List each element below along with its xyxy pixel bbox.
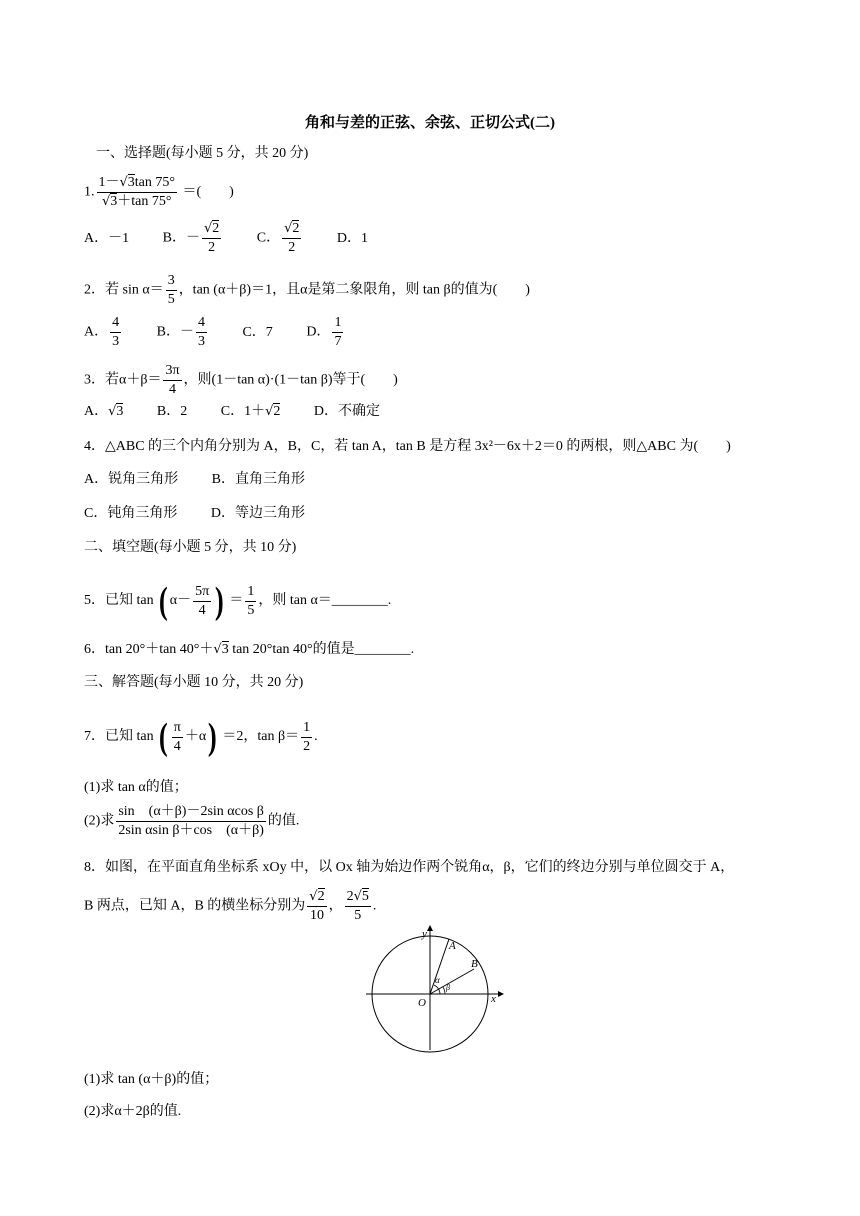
q1-fraction: $\frac{1-√3\tan 75^\circ}{√3+\tan 75^\circ}$ xyxy=(98,175,175,209)
question-1: 1. $\frac{1-√3\tan 75^\circ}{√3+\tan 75^\circ}$ ＝( ) xyxy=(84,175,234,209)
q2-option-c[interactable]: C．7 xyxy=(242,324,273,340)
q4-option-d[interactable]: D．等边三角形 xyxy=(210,506,305,521)
q2-options xyxy=(84,314,375,351)
q4-options-row1 xyxy=(84,470,335,490)
q1-option-c[interactable]: C． $\frac{√2}{2}$ xyxy=(256,221,300,255)
q2-option-d[interactable]: D． $\frac{1}{7}$ xyxy=(306,315,342,349)
unit-circle-figure xyxy=(360,922,510,1054)
q7-part-2: (2)求 $\frac{\text{sin (α＋β)－2sin αcos β}}{\text{2sin αsin β＋cos (α＋β)}}$ 的值. xyxy=(84,804,300,838)
label-x: x xyxy=(491,993,496,1005)
q4-options-row2 xyxy=(84,504,335,524)
question-2: 2．若 sin α＝ $\frac{3}{5}$ ，tan (α＋β)＝1，且α是第二象限角，则 tan β的值为( ) xyxy=(84,273,530,307)
section-answer-heading: 三、解答题(每小题 10 分，共 20 分) xyxy=(84,675,304,690)
section-choice-heading: 一、选择题(每小题 5 分，共 20 分) xyxy=(96,146,309,161)
question-8-line-2: B 两点，已知 A，B 的横坐标分别为 $\frac{√2}{10}$ ， $\frac{2√5}{5}$ . xyxy=(84,889,377,923)
q1-option-a[interactable]: A．－1 xyxy=(84,230,130,246)
q3-option-c[interactable]: C．1＋√2 xyxy=(220,404,281,419)
label-y: y xyxy=(422,928,427,940)
q8-part-1: (1)求 tan (α＋β)的值； xyxy=(84,1072,219,1087)
question-6: 6．tan 20°＋tan 40°＋√3 tan 20°tan 40°的值是________. xyxy=(84,642,415,657)
q1-option-d[interactable]: D．1 xyxy=(336,230,369,246)
q4-option-b[interactable]: B．直角三角形 xyxy=(211,472,305,487)
q3-option-a[interactable]: A．√3 xyxy=(84,404,124,419)
q1-options xyxy=(84,220,398,257)
question-3: 3．若α＋β＝ $\frac{3\pi}{4}$ ，则(1－tan α)·(1－tan β)等于( ) xyxy=(84,363,398,397)
question-4: 4．△ABC 的三个内角分别为 A，B，C，若 tan A，tan B 是方程 3x²－6x＋2＝0 的两根，则△ABC 为( ) xyxy=(84,439,731,454)
question-5: 5．已知 tan ( α－ $\frac{5\pi}{4}$ ) ＝ $\frac{1}{5}$ ，则 tan α＝________. xyxy=(84,580,392,622)
q2-option-a[interactable]: A． $\frac{4}{3}$ xyxy=(84,315,120,349)
q7-part-1: (1)求 tan α的值； xyxy=(84,780,188,795)
label-point-b: B xyxy=(471,958,478,970)
q4-option-a[interactable]: A．锐角三角形 xyxy=(84,472,179,487)
q3-option-b[interactable]: B．2 xyxy=(156,404,188,419)
y-axis-arrow-icon xyxy=(427,925,433,931)
q3-options xyxy=(84,402,410,422)
beta-arc xyxy=(443,987,445,994)
x-axis-arrow-icon xyxy=(498,991,504,997)
label-origin: O xyxy=(418,997,426,1009)
page-title: 角和与差的正弦、余弦、正切公式(二) xyxy=(305,115,555,131)
q4-option-c[interactable]: C．钝角三角形 xyxy=(84,506,178,521)
q1-option-b[interactable]: B．－ $\frac{√2}{2}$ xyxy=(162,221,220,255)
q3-option-d[interactable]: D．不确定 xyxy=(313,404,381,419)
label-beta: β xyxy=(446,983,450,992)
question-8-line-1: 8．如图，在平面直角坐标系 xOy 中，以 Ox 轴为始边作两个锐角α，β，它们的终边分别与单位圆交于 A， xyxy=(84,860,735,875)
q8-part-2: (2)求α＋2β的值. xyxy=(84,1104,182,1119)
label-alpha: α xyxy=(435,975,440,985)
label-point-a: A xyxy=(449,940,456,952)
question-7: 7．已知 tan ( $\frac{\pi}{4}$ ＋α) ＝2，tan β＝ $\frac{1}{2}$ . xyxy=(84,716,318,758)
section-fill-heading: 二、填空题(每小题 5 分，共 10 分) xyxy=(84,540,297,555)
q2-option-b[interactable]: B．－ $\frac{4}{3}$ xyxy=(156,315,205,349)
